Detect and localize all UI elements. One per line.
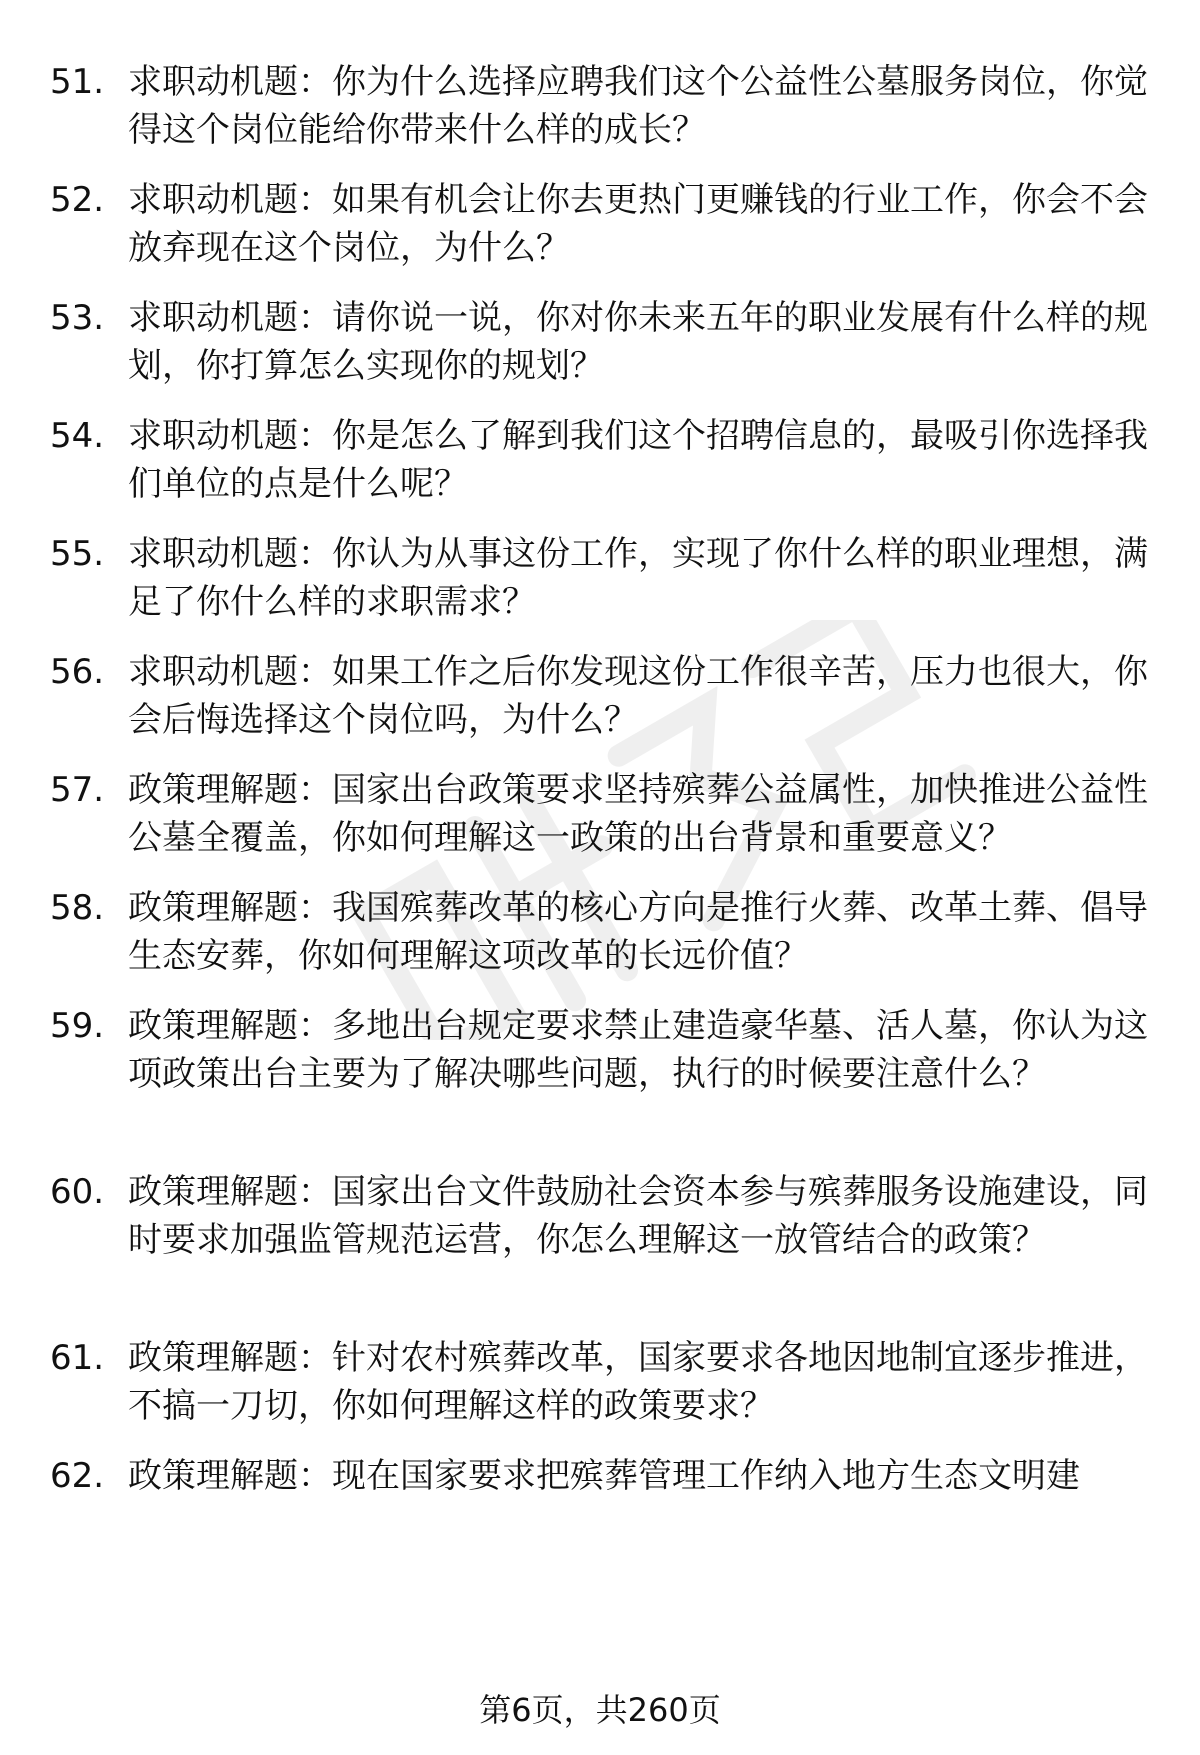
page-number-label: 第6页，共260页: [479, 1691, 721, 1729]
question-number: 51.: [50, 62, 105, 102]
question-number: 60.: [50, 1172, 105, 1212]
question-number: 61.: [50, 1338, 105, 1378]
question-number: 62.: [50, 1456, 105, 1496]
question-number: 53.: [50, 298, 105, 338]
question-text: 求职动机题：你为什么选择应聘我们这个公益性公墓服务岗位，你觉得这个岗位能给你带来什么样的成长？: [128, 62, 1148, 150]
question-number: 55.: [50, 534, 105, 574]
question-number: 54.: [50, 416, 105, 456]
question-number: 58.: [50, 888, 105, 928]
page-footer: [0, 1690, 1200, 1730]
question-text: 求职动机题：请你说一说，你对你未来五年的职业发展有什么样的规划，你打算怎么实现你的规划？: [128, 298, 1148, 386]
question-text: 求职动机题：你认为从事这份工作，实现了你什么样的职业理想，满足了你什么样的求职需求？: [128, 534, 1148, 622]
question-text: 政策理解题：国家出台文件鼓励社会资本参与殡葬服务设施建设，同时要求加强监管规范运营，你怎么理解这一放管结合的政策？: [128, 1172, 1148, 1260]
question-text: 政策理解题：多地出台规定要求禁止建造豪华墓、活人墓，你认为这项政策出台主要为了解决哪些问题，执行的时候要注意什么？: [128, 1006, 1148, 1094]
question-text: 政策理解题：国家出台政策要求坚持殡葬公益属性，加快推进公益性公墓全覆盖，你如何理解这一政策的出台背景和重要意义？: [128, 770, 1148, 858]
question-text: 政策理解题：针对农村殡葬改革，国家要求各地因地制宜逐步推进，不搞一刀切，你如何理解这样的政策要求？: [128, 1338, 1148, 1426]
question-number: 59.: [50, 1006, 105, 1046]
question-number: 57.: [50, 770, 105, 810]
question-text: 政策理解题：现在国家要求把殡葬管理工作纳入地方生态文明建: [128, 1456, 1080, 1496]
question-number: 52.: [50, 180, 105, 220]
question-text: 求职动机题：你是怎么了解到我们这个招聘信息的，最吸引你选择我们单位的点是什么呢？: [128, 416, 1148, 504]
question-number: 56.: [50, 652, 105, 692]
question-text: 政策理解题：我国殡葬改革的核心方向是推行火葬、改革土葬、倡导生态安葬，你如何理解这项改革的长远价值？: [128, 888, 1148, 976]
question-text: 求职动机题：如果工作之后你发现这份工作很辛苦，压力也很大，你会后悔选择这个岗位吗，为什么？: [128, 652, 1148, 740]
question-text: 求职动机题：如果有机会让你去更热门更赚钱的行业工作，你会不会放弃现在这个岗位，为什么？: [128, 180, 1148, 268]
